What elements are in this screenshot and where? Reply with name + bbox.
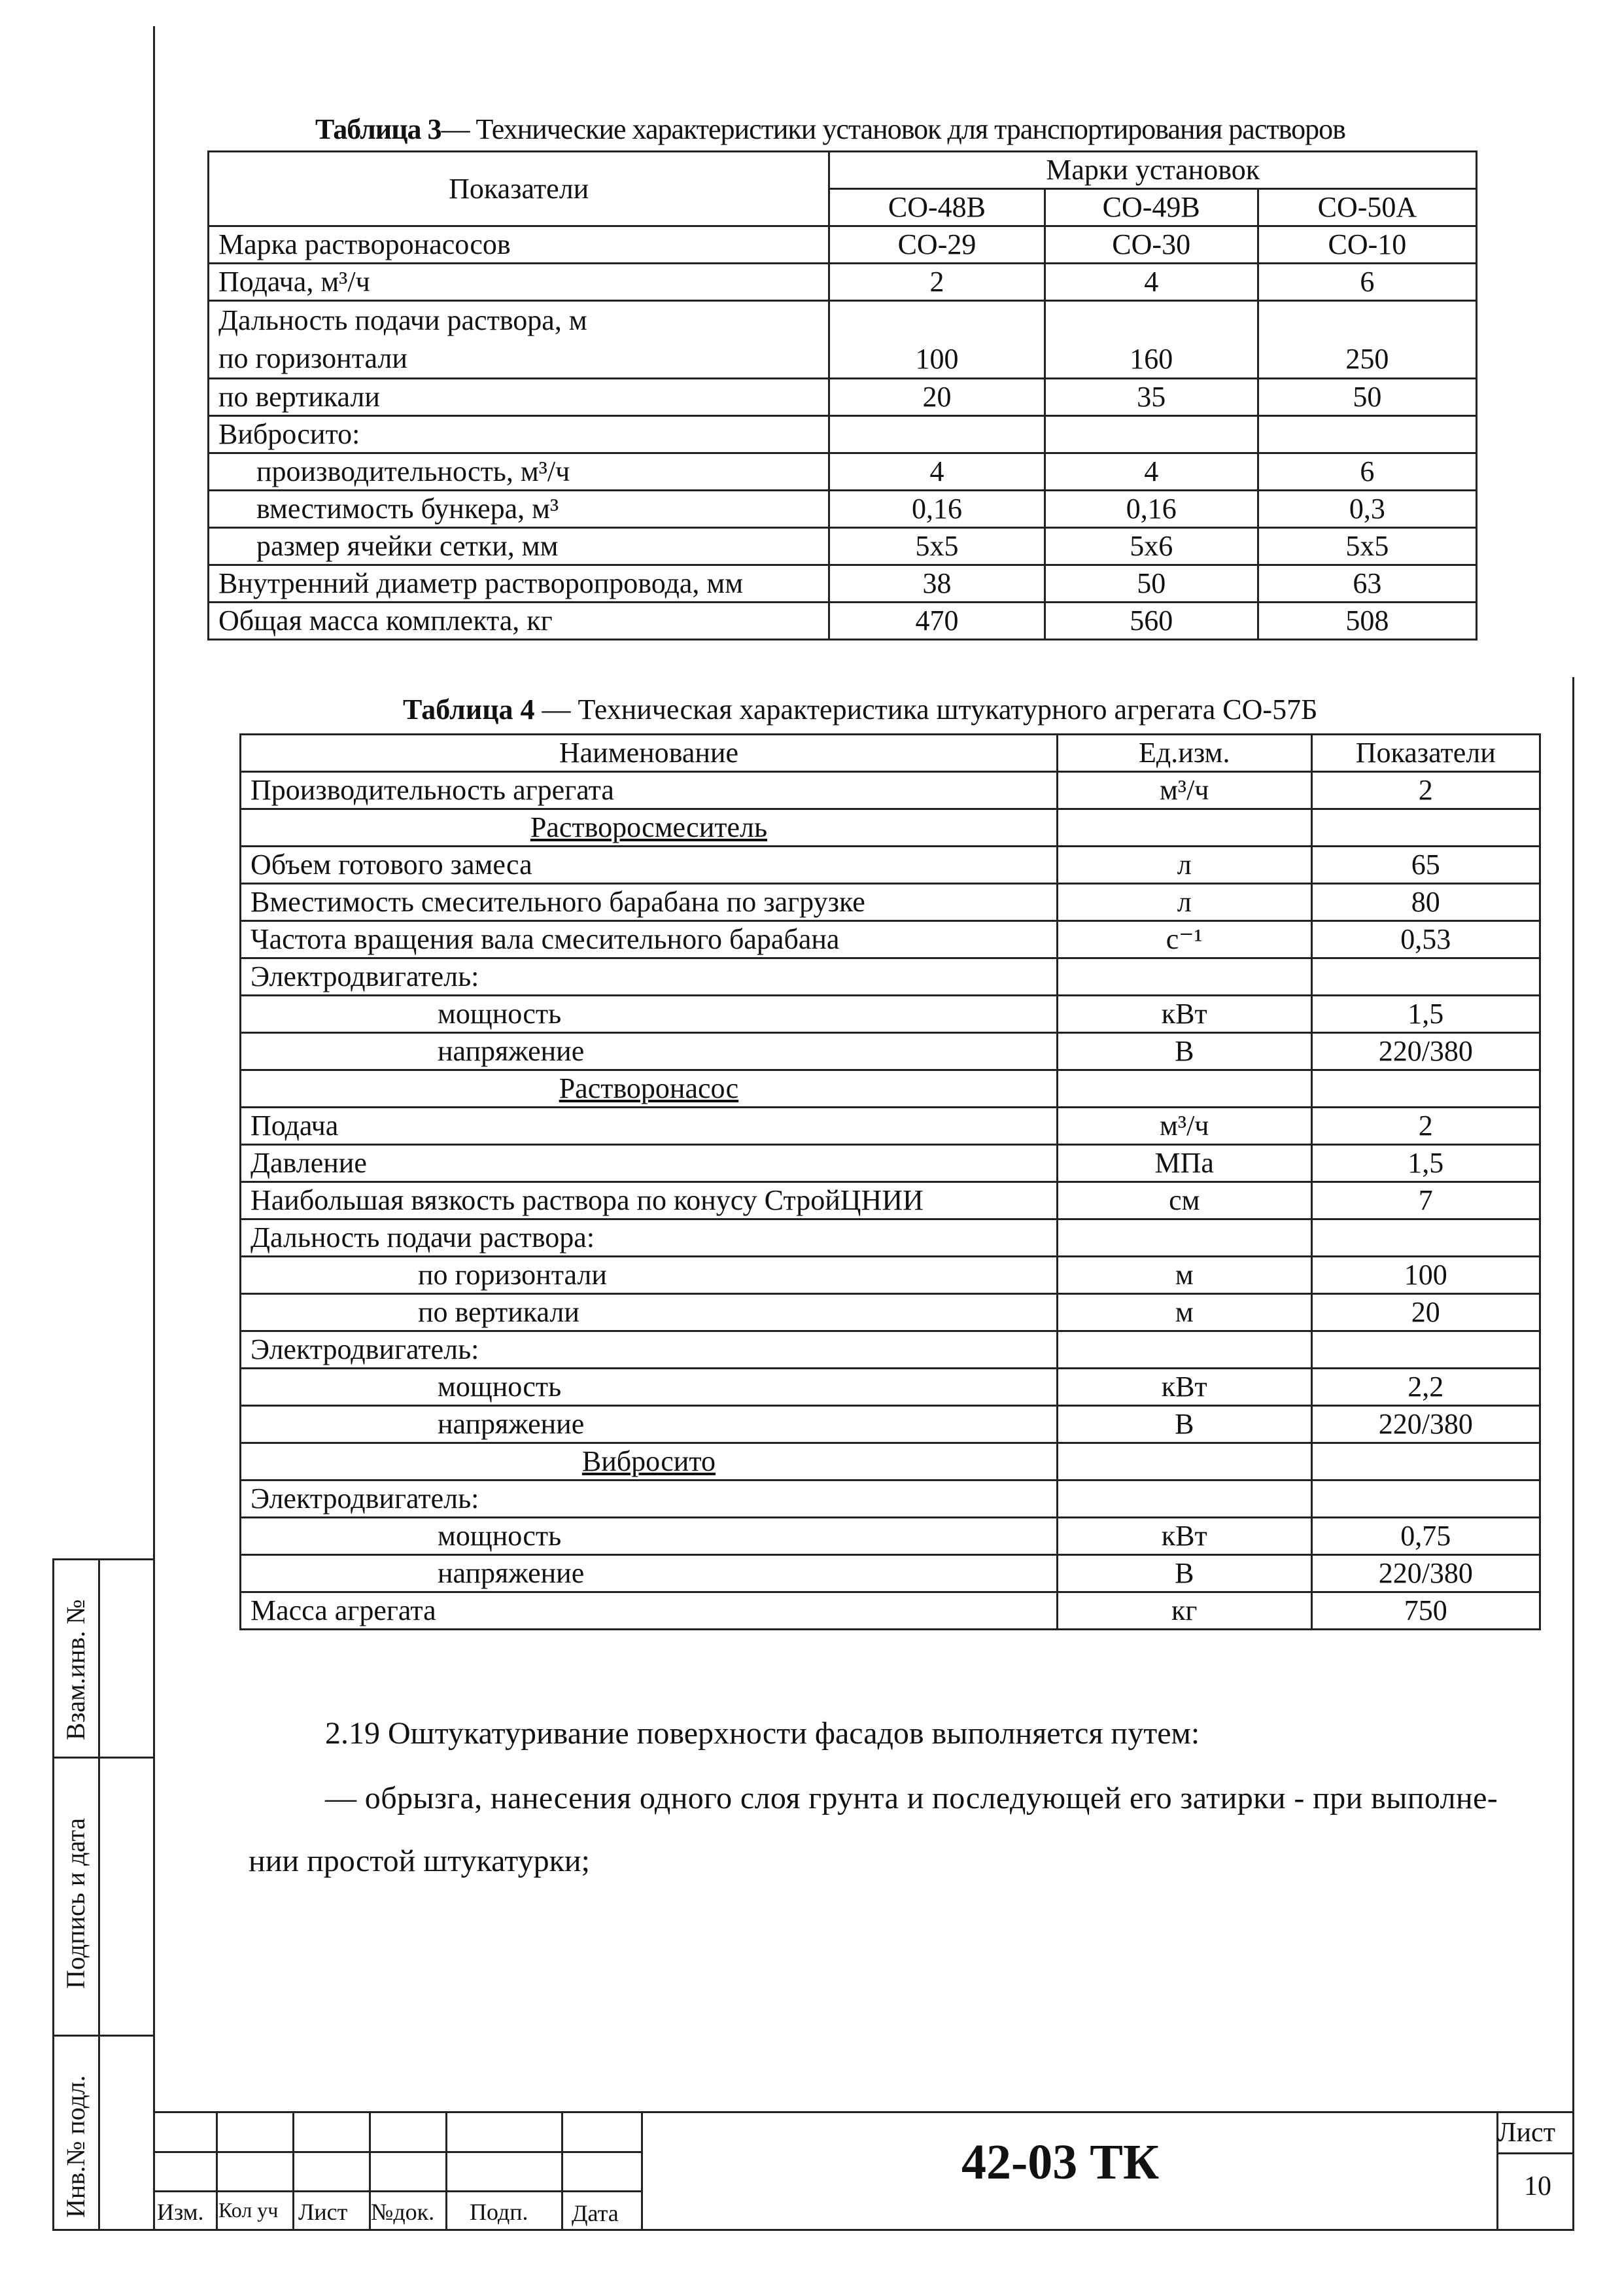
table4-row-label: Электродвигатель: [241,1331,1058,1369]
table4-value-cell [1311,1331,1540,1369]
table3-caption [315,113,1345,146]
table4-unit-cell: л [1057,847,1311,884]
table3-row-label: Внутренний диаметр растворопровода, мм [209,565,829,603]
table3-cell [1045,416,1258,453]
side-stamp-divider [52,2035,154,2037]
table-row [209,301,1477,379]
table3-cell: 20 [829,379,1045,416]
table4-unit-cell: м³/ч [1057,772,1311,809]
side-stamp-inv: Инв.№ подл. [61,2075,90,2218]
table3-row-label: вместимость бункера, м³ [209,491,829,528]
table-row [241,1145,1540,1182]
table4-row-label: мощность [241,1369,1058,1406]
table-row [209,379,1477,416]
table4-unit-cell: л [1057,884,1311,921]
table-row [241,772,1540,809]
table4-row-label: Дальность подачи раствора: [241,1219,1058,1257]
table-row [241,1443,1540,1480]
table3-cell: 0,3 [1258,491,1476,528]
table3-cell: 0,16 [829,491,1045,528]
table3-row-label: производительность, м³/ч [209,453,829,491]
table4-caption [403,693,1317,726]
table3-row-label: по вертикали [209,379,829,416]
title-block-row-line [153,2190,642,2192]
table4-unit-cell: с⁻¹ [1057,921,1311,958]
table4-header-row [241,735,1540,772]
table-row [241,1592,1540,1630]
side-stamp-outer-line [52,1558,54,2231]
table3-brand: СО-48В [829,189,1045,226]
sheet-label: Лист [1498,2118,1555,2148]
table3-caption-text: — Технические характеристики установок для транспортирования растворов [441,113,1345,145]
table3-cell: СО-30 [1045,226,1258,264]
table3-cell: 470 [829,603,1045,640]
table3-cell [1258,416,1476,453]
table4-caption-text: — Техническая характеристика штукатурного агрегата СО-57Б [542,693,1318,726]
table-row [209,528,1477,565]
table3-cell: 5х5 [1258,528,1476,565]
table3-cell [829,416,1045,453]
frame-left-line [153,26,155,2231]
table-row [241,996,1540,1033]
title-block-sheet-line [1496,2152,1574,2154]
table4-row-label: Растворосмеситель [241,809,1058,847]
table3-cell: 4 [829,453,1045,491]
table4-value-cell: 100 [1311,1257,1540,1294]
table3-cell: 4 [1045,264,1258,301]
table-row [241,809,1540,847]
table4-value-cell [1311,1443,1540,1480]
table4-row-label: Давление [241,1145,1058,1182]
table4-row-label: по горизонтали [241,1257,1058,1294]
title-block-col-list: Лист [298,2199,348,2225]
paragraph-2-19: 2.19 Оштукатуривание поверхности фасадов выполняется путем: [325,1716,1200,1751]
table-row [241,1294,1540,1331]
table3-cell: СО-29 [829,226,1045,264]
table4-row-label: Электродвигатель: [241,958,1058,996]
table4-unit-cell: В [1057,1555,1311,1592]
table4-unit-cell [1057,1331,1311,1369]
table4-value-cell [1311,958,1540,996]
table-row [241,921,1540,958]
table3-header-brands: Марки установок [829,152,1477,189]
table-row [209,603,1477,640]
table3-cell: 63 [1258,565,1476,603]
table-row [241,1555,1540,1592]
table4-value-cell: 1,5 [1311,1145,1540,1182]
table4-row-label: Масса агрегата [241,1592,1058,1630]
table4-unit-cell: МПа [1057,1145,1311,1182]
table4-unit-cell [1057,1070,1311,1108]
table4-value-cell: 0,75 [1311,1518,1540,1555]
table-row [241,1480,1540,1518]
frame-right-line [1572,677,1574,2231]
table3-brand: СО-49В [1045,189,1258,226]
side-stamp-divider [52,1757,154,1759]
table4-unit-cell: м³/ч [1057,1108,1311,1145]
table3-cell: 4 [1045,453,1258,491]
side-stamp-top-line [52,1558,154,1560]
table-row [241,1070,1540,1108]
table-row [209,491,1477,528]
table-row [209,264,1477,301]
table-row [241,1219,1540,1257]
title-block-col-data: Дата [572,2200,619,2226]
table4-value-cell: 2 [1311,1108,1540,1145]
table3-distance-label [209,301,829,379]
table4-row-label: по вертикали [241,1294,1058,1331]
table4-unit-cell: м [1057,1294,1311,1331]
table4-unit-cell: м [1057,1257,1311,1294]
table-row [241,1108,1540,1145]
table4-unit-cell [1057,1480,1311,1518]
table4-header-name: Наименование [241,735,1058,772]
table4-value-cell: 750 [1311,1592,1540,1630]
table4-body [241,735,1540,1630]
table4-unit-cell [1057,1219,1311,1257]
table3-row-label: размер ячейки сетки, мм [209,528,829,565]
table3-brand: СО-50А [1258,189,1476,226]
table4-header-unit: Ед.изм. [1057,735,1311,772]
table4-unit-cell: см [1057,1182,1311,1219]
table4-value-cell: 80 [1311,884,1540,921]
side-stamp-vzam: Взам.инв. № [61,1599,90,1740]
table-row [241,1182,1540,1219]
table3-header-row [209,152,1477,189]
table4-unit-cell [1057,1443,1311,1480]
table3-row-label: Марка растворонасосов [209,226,829,264]
table4-row-label: Растворонасос [241,1070,1058,1108]
table3-cell: 0,16 [1045,491,1258,528]
table4-row-label: напряжение [241,1406,1058,1443]
table-row [209,565,1477,603]
paragraph-bullet-line1: — обрызга, нанесения одного слоя грунта и последующей его затирки - при выполне- [325,1781,1498,1815]
title-block-col-line [445,2111,447,2230]
table3-cell: 50 [1045,565,1258,603]
table4-unit-cell [1057,958,1311,996]
frame-bottom-line [52,2229,1574,2231]
table3-row-label: Общая масса комплекта, кг [209,603,829,640]
table3-cell: 50 [1258,379,1476,416]
table4-value-cell: 220/380 [1311,1555,1540,1592]
table-row [209,226,1477,264]
table4-row-label: Объем готового замеса [241,847,1058,884]
table4-row-label: Наибольшая вязкость раствора по конусу СтройЦНИИ [241,1182,1058,1219]
title-block-row-line [153,2151,642,2153]
table4-value-cell: 0,53 [1311,921,1540,958]
table4-unit-cell: кВт [1057,1369,1311,1406]
table-row [241,884,1540,921]
table-row [241,1331,1540,1369]
paragraph-bullet-line2: нии простой штукатурки; [249,1844,590,1878]
table4-unit-cell: кВт [1057,996,1311,1033]
table4-row-label: Частота вращения вала смесительного барабана [241,921,1058,958]
table4-header-value: Показатели [1311,735,1540,772]
table-row [209,453,1477,491]
table4-row-label: Вибросито [241,1443,1058,1480]
table3-row-label: Подача, м³/ч [209,264,829,301]
table4 [239,733,1541,1630]
table3-cell: 6 [1258,453,1476,491]
table4-unit-cell: В [1057,1033,1311,1070]
title-block-col-line [292,2111,294,2230]
table3-cell: 250 [1258,301,1476,379]
table4-value-cell [1311,1070,1540,1108]
table4-value-cell [1311,809,1540,847]
table4-value-cell: 220/380 [1311,1406,1540,1443]
sheet-number: 10 [1524,2171,1551,2201]
table4-value-cell [1311,1219,1540,1257]
table4-unit-cell: кг [1057,1592,1311,1630]
document-code: 42-03 ТК [961,2135,1160,2190]
table4-caption-number: Таблица 4 [403,693,535,726]
title-block-top-line [153,2111,1574,2113]
table3-distance-label2: по горизонтали [218,342,407,374]
table-row [241,1033,1540,1070]
table-row [241,1369,1540,1406]
table4-value-cell: 2,2 [1311,1369,1540,1406]
table-row [209,416,1477,453]
table3-cell: 35 [1045,379,1258,416]
side-stamp-podpis: Подпись и дата [61,1817,90,1989]
table3-cell: 2 [829,264,1045,301]
table3-cell: СО-10 [1258,226,1476,264]
table3-row-label: Вибросито: [209,416,829,453]
title-block-col-podp: Подп. [470,2199,528,2225]
table3-cell: 5х5 [829,528,1045,565]
table4-row-label: напряжение [241,1555,1058,1592]
table4-unit-cell: В [1057,1406,1311,1443]
title-block-col-line [641,2111,643,2230]
table4-value-cell: 20 [1311,1294,1540,1331]
table3-cell: 6 [1258,264,1476,301]
table3-distance-label1: Дальность подачи раствора, м [218,304,587,336]
table-row [241,847,1540,884]
table4-unit-cell [1057,809,1311,847]
table3-header-param: Показатели [209,152,829,226]
table3-cell: 160 [1045,301,1258,379]
title-block-col-line [561,2111,563,2230]
table-row [241,958,1540,996]
table4-row-label: Производительность агрегата [241,772,1058,809]
title-block-col-izm: Изм. [157,2199,204,2225]
table3-cell: 5х6 [1045,528,1258,565]
title-block-col-line [216,2111,218,2230]
title-block-col-ndok: №док. [371,2199,435,2225]
table-row [241,1257,1540,1294]
table4-row-label: Подача [241,1108,1058,1145]
table3-cell: 508 [1258,603,1476,640]
title-block-col-kolvo: Кол уч [218,2198,279,2222]
table4-value-cell: 2 [1311,772,1540,809]
table-row [241,1406,1540,1443]
table3 [207,150,1477,640]
table4-unit-cell: кВт [1057,1518,1311,1555]
table4-value-cell [1311,1480,1540,1518]
table4-value-cell: 220/380 [1311,1033,1540,1070]
table4-value-cell: 1,5 [1311,996,1540,1033]
side-stamp-inner-line [98,1558,100,2231]
table4-value-cell: 65 [1311,847,1540,884]
table3-cell: 100 [829,301,1045,379]
table3-caption-number: Таблица 3 [315,113,441,145]
table4-row-label: мощность [241,1518,1058,1555]
table4-row-label: Электродвигатель: [241,1480,1058,1518]
table3-cell: 38 [829,565,1045,603]
table4-row-label: мощность [241,996,1058,1033]
table4-value-cell: 7 [1311,1182,1540,1219]
table4-row-label: Вместимость смесительного барабана по загрузке [241,884,1058,921]
table-row [241,1518,1540,1555]
table3-cell: 560 [1045,603,1258,640]
table4-row-label: напряжение [241,1033,1058,1070]
